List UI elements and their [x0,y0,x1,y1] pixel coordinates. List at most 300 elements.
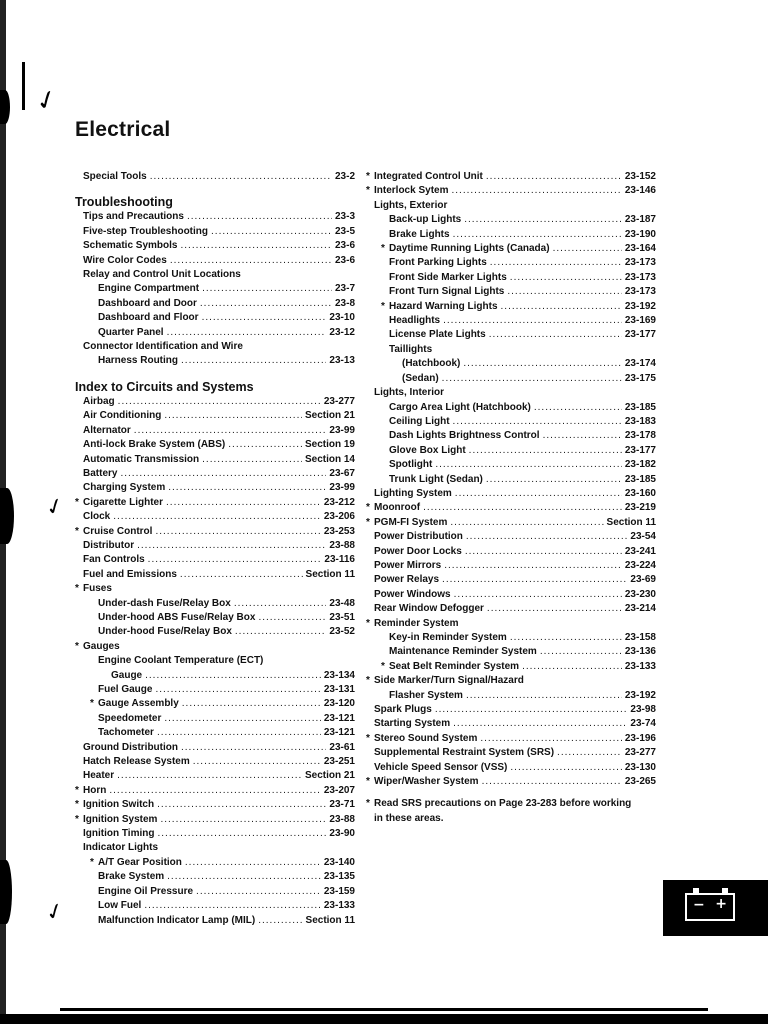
index-entry [75,827,355,841]
page-reference: 23-134 [323,669,355,681]
dot-leader [443,314,622,328]
index-entry [366,256,656,270]
page-reference: Section 19 [304,439,355,451]
dot-leader [109,784,321,798]
index-entry [366,660,656,674]
index-label: (Sedan) [402,372,439,384]
page-reference: 23-135 [323,871,355,883]
index-label: Rear Window Defogger [374,603,484,615]
page-reference: 23-98 [630,704,656,716]
page-reference: 23-192 [624,300,656,312]
dot-leader [453,717,627,731]
dot-leader [167,870,321,884]
index-entry [75,755,355,769]
index-entry [75,553,355,567]
srs-asterisk: * [75,583,79,595]
dot-leader [455,487,622,501]
page-reference: 23-192 [624,689,656,701]
index-label: Wiper/Washer System [374,776,479,788]
page-reference: 23-224 [624,559,656,571]
index-entry [75,525,355,539]
page-reference: 23-131 [323,684,355,695]
page-reference: 23-6 [334,254,355,266]
dot-leader [463,357,622,371]
index-entry [366,732,656,746]
index-entry [366,703,656,717]
index-label: Flasher System [389,689,463,701]
index-label: Ignition System [83,813,158,825]
index-entry [366,689,656,703]
index-entry [366,775,656,789]
index-label: Battery [83,467,118,479]
page-reference: 23-253 [323,525,355,537]
index-label: Under-hood Fuse/Relay Box [98,626,232,638]
srs-asterisk: * [75,799,79,811]
index-label: Wire Color Codes [83,254,167,266]
page-reference: 23-207 [323,784,355,796]
page-reference: 23-99 [329,424,355,436]
dot-leader [480,732,622,746]
index-label: Side Marker/Turn Signal/Hazard [374,675,524,687]
index-entry [366,545,656,559]
index-entry [366,746,656,760]
index-label: Integrated Control Unit [374,171,483,182]
index-subheading [366,199,656,213]
index-entry [75,669,355,683]
index-entry [366,228,656,242]
dot-leader [148,553,322,567]
dot-leader [180,568,303,582]
index-entry [75,326,355,340]
page-reference: 23-120 [323,698,355,710]
index-entry [75,311,355,325]
index-label: Interlock Sytem [374,185,449,197]
srs-asterisk: * [366,617,370,629]
page-reference: 23-90 [329,828,355,840]
dot-leader [180,239,332,253]
dot-leader [211,225,332,239]
dot-leader [157,798,326,812]
index-entry [366,573,656,587]
page-reference: 23-136 [624,646,656,658]
index-column-left [75,170,355,928]
page-reference: 23-8 [334,297,355,309]
srs-asterisk: * [381,243,385,255]
srs-asterisk: * [366,732,370,744]
page-reference: 23-130 [624,761,656,773]
page-reference: 23-116 [324,554,355,566]
index-subheading [366,674,656,688]
dot-leader [258,611,326,625]
index-entry [366,372,656,386]
index-entry [366,473,656,487]
index-label: Lights, Exterior [374,199,448,211]
dot-leader [466,689,622,703]
index-entry [75,453,355,467]
index-label: Supplemental Restraint System (SRS) [374,747,555,759]
index-entry [75,210,355,224]
dot-leader [137,539,326,553]
index-label: Maintenance Reminder System [389,646,537,658]
index-label: Brake Lights [389,228,450,240]
page-reference: 23-177 [624,444,656,456]
index-label: License Plate Lights [389,329,486,341]
index-label: Gauge [111,669,143,681]
index-entry [75,170,355,184]
index-label: Headlights [389,315,441,327]
index-label: Hatch Release System [83,756,190,768]
index-entry [75,683,355,697]
dot-leader [489,328,622,342]
dot-leader [120,467,326,481]
index-label: Reminder System [374,617,459,629]
page-reference: 23-99 [329,482,355,494]
srs-asterisk: * [75,496,79,508]
index-subheading [75,841,355,855]
index-entry [75,467,355,481]
dot-leader [510,631,622,645]
index-entry [366,501,656,515]
index-entry [366,631,656,645]
index-entry [75,225,355,239]
page-reference: 23-88 [329,813,355,825]
index-label: Fuel and Emissions [83,568,177,580]
srs-note-line: in these areas. [374,812,444,824]
index-label: Special Tools [83,171,147,182]
index-entry [366,559,656,573]
index-label: Engine Oil Pressure [98,885,194,897]
index-label: Air Conditioning [83,410,162,422]
index-label: Dashboard and Floor [98,312,199,324]
dot-leader [444,559,622,573]
page-reference: 23-74 [630,718,656,730]
index-entry [366,170,656,184]
index-entry [366,588,656,602]
index-label: Schematic Symbols [83,240,178,252]
dot-leader [490,256,622,270]
srs-asterisk: * [381,660,385,672]
dot-leader [167,326,327,340]
index-label: Ceiling Light [389,415,450,427]
page-reference: 23-88 [329,539,355,551]
page-reference: Section 11 [305,568,355,580]
index-label: Dashboard and Door [98,297,197,309]
index-label: Harness Routing [98,355,179,367]
index-label: Fan Controls [83,554,145,566]
binder-hole-mark [0,488,14,544]
index-entry [75,297,355,311]
index-label: Trunk Light (Sedan) [389,473,483,485]
index-entry [75,568,355,582]
page-reference: 23-3 [334,211,355,223]
check-mark-icon: ✓ [31,83,63,119]
dot-leader [534,401,622,415]
page-reference: 23-146 [624,185,656,197]
srs-asterisk: * [90,856,94,868]
index-label: Power Mirrors [374,559,442,571]
index-label: Distributor [83,539,135,551]
srs-note [366,797,656,811]
dot-leader [540,645,622,659]
index-label: Airbag [83,395,115,407]
dot-leader [160,813,326,827]
index-entry [366,300,656,314]
index-label: Power Door Locks [374,545,462,557]
dot-leader [168,481,326,495]
page-reference: 23-164 [624,243,656,255]
dot-leader [181,741,326,755]
index-entry [75,409,355,423]
index-label: Fuel Gauge [98,684,153,695]
index-entry [75,697,355,711]
index-entry [366,285,656,299]
index-label: Cargo Area Light (Hatchbook) [389,401,531,413]
index-label: Engine Compartment [98,283,200,295]
dot-leader [454,588,622,602]
index-entry [366,271,656,285]
dot-leader [482,775,622,789]
index-subheading [366,343,656,357]
index-label: Power Relays [374,574,440,586]
index-label: PGM-FI System [374,516,448,528]
index-entry [75,712,355,726]
index-entry [366,328,656,342]
index-label: Stereo Sound System [374,732,478,744]
index-label: Connector Identification and Wire [83,341,243,353]
dot-leader [522,660,622,674]
index-label: Under-hood ABS Fuse/Relay Box [98,611,256,623]
page-reference: 23-185 [624,401,656,413]
index-label: Power Windows [374,588,451,600]
index-label: Five-step Troubleshooting [83,225,209,237]
index-label: Lights, Interior [374,387,444,399]
index-label: Indicator Lights [83,842,158,854]
srs-asterisk: * [75,640,79,652]
binder-hole-mark [0,90,10,124]
page-reference: 23-121 [323,727,355,739]
index-entry [75,424,355,438]
index-label: Relay and Control Unit Locations [83,269,241,281]
index-entry [75,481,355,495]
index-entry [75,510,355,524]
dot-leader [235,625,327,639]
dot-leader [144,899,321,913]
page-reference: 23-48 [329,597,355,609]
page-reference: 23-6 [334,240,355,252]
dot-leader [450,516,603,530]
index-label: Clock [83,511,111,523]
index-entry [75,254,355,268]
dot-leader [157,726,321,740]
srs-asterisk: * [75,525,79,537]
srs-asterisk: * [366,185,370,197]
index-entry [366,487,656,501]
index-label: Front Parking Lights [389,257,487,269]
dot-leader [557,746,622,760]
page-reference: 23-12 [329,326,355,338]
index-entry [75,784,355,798]
dot-leader [442,573,627,587]
index-entry [366,717,656,731]
page-reference: 23-241 [624,545,656,557]
index-label: Ignition Switch [83,799,155,811]
dot-leader [202,453,302,467]
index-label: Dash Lights Brightness Control [389,430,540,442]
index-label: Heater [83,770,115,782]
page-reference: Section 21 [304,410,355,422]
dot-leader [469,444,622,458]
scan-edge [0,1014,768,1024]
index-label: Seat Belt Reminder System [389,660,520,672]
dot-leader [487,602,622,616]
srs-asterisk: * [366,798,370,810]
page-reference: 23-174 [624,358,656,370]
index-label: Hazard Warning Lights [389,300,498,312]
index-label: Taillights [389,343,433,355]
index-entry [75,438,355,452]
dot-leader [118,395,321,409]
dot-leader [258,914,302,928]
index-entry [366,429,656,443]
page-reference: Section 11 [305,914,355,926]
index-entry [75,769,355,783]
index-label: Spark Plugs [374,704,432,716]
page-reference: 23-10 [329,312,355,324]
section-heading: Troubleshooting [75,195,173,210]
index-label: Moonroof [374,502,421,514]
page-reference: 23-206 [323,511,355,523]
index-entry [366,444,656,458]
index-entry [366,458,656,472]
dot-leader [164,409,302,423]
dot-leader [507,285,622,299]
dot-leader [486,170,622,184]
index-label: Daytime Running Lights (Canada) [389,243,550,255]
dot-leader [451,184,621,198]
index-label: Engine Coolant Temperature (ECT) [98,655,264,667]
srs-asterisk: * [366,171,370,182]
page-reference: Section 14 [304,453,355,465]
page-reference: 23-54 [630,531,656,543]
dot-leader [435,703,628,717]
index-label: Front Turn Signal Lights [389,286,505,298]
index-subheading [366,386,656,400]
index-label: Cruise Control [83,525,153,537]
dot-leader [200,297,332,311]
dot-leader [453,228,622,242]
dot-leader [166,496,321,510]
page-reference: 23-152 [624,171,656,182]
index-entry [75,282,355,296]
page-reference: 23-277 [323,395,355,407]
page-reference: 23-67 [329,467,355,479]
page-reference: 23-140 [323,856,355,868]
index-label: Tips and Precautions [83,211,184,223]
page-reference: 23-185 [624,473,656,485]
battery-icon [685,893,735,921]
index-entry [75,741,355,755]
dot-leader [228,438,302,452]
index-entry [366,213,656,227]
page-reference: 23-178 [624,430,656,442]
index-label: Automatic Transmission [83,453,200,465]
index-entry [75,726,355,740]
page-reference: 23-173 [624,257,656,269]
dot-leader [181,354,326,368]
index-label: Low Fuel [98,900,142,912]
dot-leader [553,242,622,256]
battery-minus-icon: − [693,897,705,913]
index-entry [366,242,656,256]
dot-leader [145,669,321,683]
index-subheading [366,617,656,631]
dot-leader [464,213,622,227]
index-label: Vehicle Speed Sensor (VSS) [374,761,508,773]
page-reference: 23-175 [624,372,656,384]
page-reference: 23-182 [624,459,656,471]
page-title: Electrical [75,118,171,141]
index-entry [75,239,355,253]
page-reference: 23-173 [624,286,656,298]
dot-leader [543,429,622,443]
page-reference: 23-133 [323,900,355,912]
index-label: Malfunction Indicator Lamp (MIL) [98,914,256,926]
index-label: Ignition Timing [83,828,155,840]
page-reference: 23-121 [323,712,355,724]
page-reference: 23-61 [329,741,355,753]
page-reference: 23-13 [329,355,355,367]
dot-leader [134,424,327,438]
index-entry [75,914,355,928]
srs-asterisk: * [75,813,79,825]
index-label: Gauges [83,640,120,652]
binder-tick [22,62,25,110]
index-entry [366,602,656,616]
page-reference: 23-177 [624,329,656,341]
dot-leader [150,170,332,184]
index-label: Horn [83,784,107,796]
index-entry [366,530,656,544]
page-reference: 23-251 [323,756,355,768]
footer-rule [60,1008,708,1011]
dot-leader [196,885,321,899]
index-entry [366,184,656,198]
index-entry [75,798,355,812]
page-reference: 23-5 [334,225,355,237]
page-reference: 23-173 [624,271,656,283]
index-entry [366,401,656,415]
index-subheading [75,582,355,596]
index-entry [366,516,656,530]
index-label: Key-in Reminder System [389,632,507,643]
page-reference: 23-187 [624,214,656,226]
dot-leader [185,856,321,870]
index-entry [75,899,355,913]
index-subheading [75,640,355,654]
index-entry [366,761,656,775]
page-reference: 23-52 [329,626,355,638]
dot-leader [155,525,320,539]
index-entry [75,354,355,368]
index-label: Front Side Marker Lights [389,271,507,283]
page-reference: 23-219 [624,502,656,514]
index-entry [366,645,656,659]
index-label: Starting System [374,718,451,730]
page-reference: 23-190 [624,228,656,240]
page-reference: 23-7 [334,283,355,295]
check-mark-icon: ✓ [42,492,69,523]
page-reference: 23-277 [624,747,656,759]
